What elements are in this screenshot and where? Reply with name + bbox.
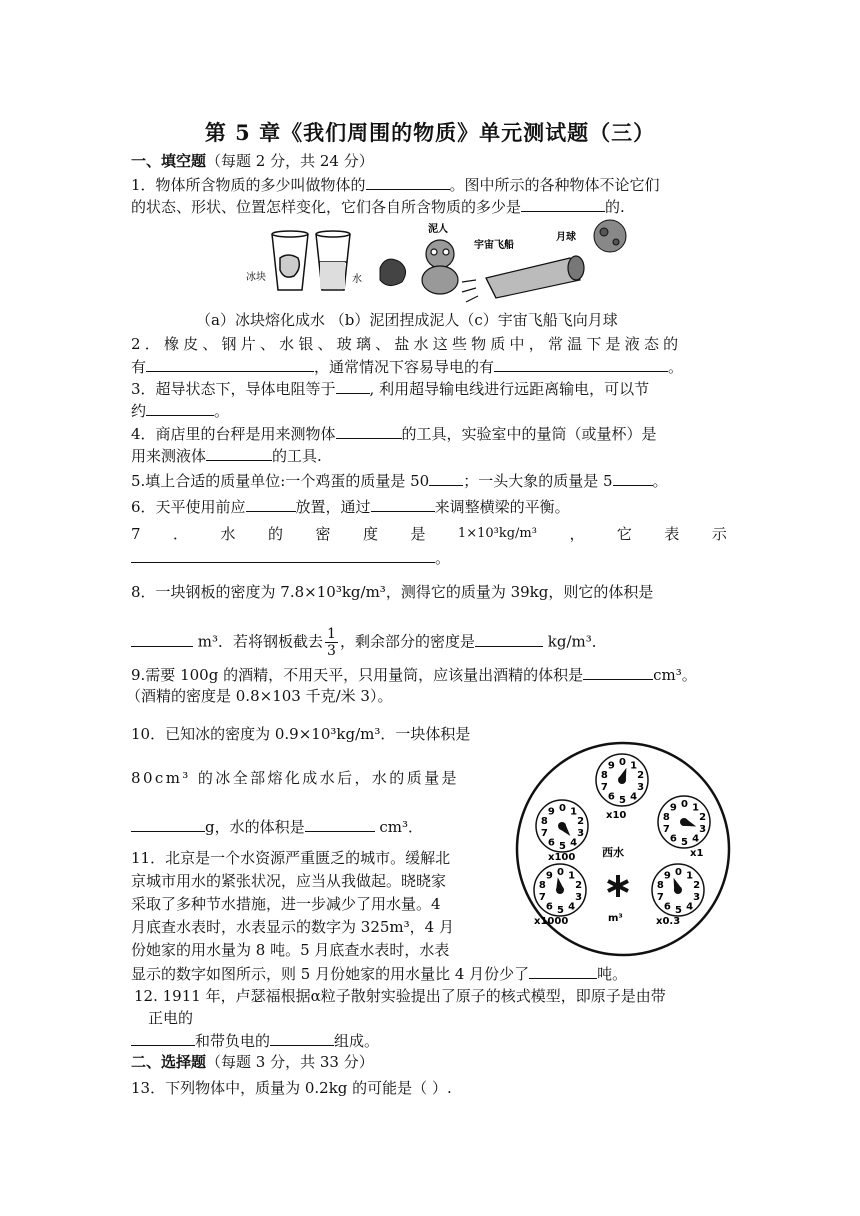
q11-line: 月底查水表时，水表显示的数字为 325m³，4 月 [131, 918, 454, 936]
q12-line1: 12. 1911 年，卢瑟福根据α粒子散射实验提出了原子的核式模型，即原子是由带 [134, 987, 666, 1005]
q2-blank2[interactable] [494, 356, 668, 372]
ice-glass-icon [272, 231, 308, 290]
dial-digit: 6 [545, 901, 553, 913]
q5-line [131, 470, 668, 491]
q5-text3: 。 [652, 472, 668, 490]
dial-digit: 5 [681, 837, 688, 848]
clay-man-label: 泥人 [428, 224, 448, 235]
dial-label-x100: x100 [548, 852, 576, 863]
q7-part: 是 [410, 525, 426, 543]
spaceship-label: 宇宙飞船 [474, 240, 514, 251]
q3-line2 [131, 400, 229, 421]
q6-blank1[interactable] [246, 496, 296, 512]
q7-part: 密 [315, 525, 331, 543]
dial-digit: 8 [538, 880, 546, 892]
q11-last-line [131, 963, 627, 984]
q8-blank2[interactable] [475, 631, 543, 647]
dial-digit: 4 [570, 837, 578, 849]
q8-frac-den: 3 [327, 643, 336, 659]
dial-digit: 1 [686, 870, 694, 882]
dial-label-x10: x10 [606, 810, 627, 821]
dial-digit: 7 [662, 823, 670, 835]
dial-hub [558, 822, 566, 830]
q4-line1 [131, 423, 657, 444]
q10-text: g，水的体积是 [205, 818, 305, 836]
dial-digit: 1 [630, 760, 638, 772]
dial-digit: 5 [559, 841, 566, 852]
q3-blank1[interactable] [336, 378, 370, 394]
dial-digit: 4 [692, 833, 700, 845]
dial-digit: 8 [540, 816, 548, 828]
dial-digit: 2 [577, 816, 585, 828]
q12-line2: 正电的 [148, 1009, 194, 1027]
q1-text-end: 。图中所示的各种物体不论它们 [449, 176, 660, 194]
dial-digit: 3 [693, 891, 701, 903]
dial-digit: 1 [692, 802, 700, 814]
q5-text2: ；一头大象的质量是 5 [463, 472, 613, 490]
q1-line2 [131, 196, 625, 217]
q1-blank1[interactable] [366, 174, 450, 190]
q11-line: 采取了多种节水措施，进一步减少了用水量。4 [131, 895, 441, 913]
dial-digit: 7 [538, 891, 546, 903]
q7-part: ， [569, 525, 585, 543]
q10-blank1[interactable] [131, 816, 205, 832]
q3-blank2[interactable] [146, 400, 214, 416]
meter-dial [534, 864, 586, 916]
q2-text2b: ，通常情况下容易导电的有 [314, 358, 495, 376]
dial-digit: 5 [557, 905, 564, 916]
dial-hub [680, 818, 688, 826]
q11-text: 显示的数字如图所示，则 5 月份她家的用水量比 4 月份少了 [131, 965, 530, 983]
q2-text2a: 有 [131, 358, 147, 376]
dial-digit: 0 [681, 799, 688, 810]
q11-line: 京城市用水的紧张状况，应当从我做起。晓晓家 [131, 872, 447, 890]
dial-digit: 9 [669, 802, 677, 814]
q7-part: 7 [131, 525, 141, 543]
q7-part: 示 [711, 525, 727, 543]
q7-line2 [131, 547, 450, 568]
dial-hub [556, 886, 564, 894]
dial-digit: 9 [663, 870, 671, 882]
dial-digit: 0 [559, 803, 566, 814]
q9-line2: （酒精的密度是 0.8×103 千克/米 3）。 [126, 687, 393, 705]
figure1-caption: （a）冰块熔化成水 （b）泥团捏成泥人（c）宇宙飞船飞向月球 [196, 311, 618, 329]
dial-digit: 0 [557, 867, 564, 878]
q1-blank2[interactable] [521, 196, 605, 212]
dial-digit: 7 [656, 891, 664, 903]
meter-center-label: 西水 [602, 846, 624, 859]
q12-blank2[interactable] [270, 1030, 334, 1046]
q10-text2: cm³． [379, 818, 424, 836]
clay-man-icon [422, 240, 458, 294]
q7-part: ． [173, 525, 189, 543]
dial-digit: 8 [662, 812, 670, 824]
q2-line1 [131, 334, 727, 354]
section2-header [131, 1052, 374, 1072]
q7-line1 [131, 524, 727, 544]
q10-line1: 10．已知冰的密度为 0.9×10³kg/m³．一块体积是 [131, 725, 471, 743]
q1-line1 [131, 174, 660, 195]
dial-digit: 6 [669, 833, 677, 845]
dial-digit: 6 [547, 837, 555, 849]
q8-line1: 8．一块钢板的密度为 7.8×10³kg/m³，测得它的质量为 39kg，则它的体积是 [131, 583, 654, 601]
q4-text3: 用来测液体 [131, 447, 207, 465]
section1-note: （每题 2 分，共 24 分） [206, 152, 374, 170]
dial-digit: 3 [577, 827, 585, 839]
moon-label: 月球 [556, 232, 576, 243]
q8-fraction [325, 626, 338, 659]
q4-text: 4．商店里的台秤是用来测物体 [131, 425, 336, 443]
q12-blank1[interactable] [131, 1030, 195, 1046]
q3-text: 3．超导状态下，导体电阻等于 [131, 380, 336, 398]
dial-digit: 5 [619, 795, 626, 806]
q8-blank1[interactable] [131, 631, 193, 647]
dial-label-x0.3: x0.3 [656, 916, 681, 927]
q10-line3 [131, 816, 423, 837]
q11-text2: 吨。 [597, 965, 628, 983]
meter-dial [596, 754, 648, 806]
meter-dial [536, 800, 588, 852]
dial-digit: 0 [619, 757, 626, 768]
q1-text2-end: 的. [605, 198, 625, 216]
q7-part: 它 [616, 525, 632, 543]
q2-blank1[interactable] [146, 356, 314, 372]
q4-text4: 的工具. [272, 447, 322, 465]
dial-label-x1000: x1000 [534, 916, 569, 927]
q11-line: 份她家的用水量为 8 吨。5 月底查水表时，水表 [131, 941, 450, 959]
dial-digit: 2 [693, 880, 701, 892]
dial-digit: 9 [607, 760, 615, 772]
q7-part: 1×10³kg/m³ [457, 526, 537, 541]
water-label: 水 [352, 274, 362, 285]
q7-part: 水 [220, 525, 236, 543]
q12-line3 [131, 1030, 379, 1051]
q12-text: 和带负电的 [195, 1032, 271, 1050]
q8-line2 [131, 626, 607, 659]
q6-text3: 来调整横梁的平衡。 [434, 498, 570, 516]
dial-digit: 7 [600, 781, 608, 793]
meter-dial [658, 796, 710, 848]
dial-digit: 7 [540, 827, 548, 839]
dial-hub [674, 886, 682, 894]
ice-label: 冰块 [246, 272, 266, 283]
dial-digit: 1 [570, 806, 578, 818]
q6-text2: 放置，通过 [295, 498, 371, 516]
q5-blank2[interactable] [613, 470, 653, 486]
q8-text3: kg/m³． [547, 632, 607, 651]
q1-text: 1．物体所含物质的多少叫做物体的 [131, 176, 366, 194]
q8-text: m³．若将钢板截去 [197, 632, 324, 651]
dial-digit: 6 [607, 791, 615, 803]
spaceship-icon [462, 256, 584, 302]
q7-part: 表 [664, 525, 680, 543]
q8-text2: ，剩余部分的密度是 [339, 632, 475, 651]
q4-line2 [131, 445, 322, 466]
dial-digit: 1 [568, 870, 576, 882]
q9-text: 9.需要 100g 的酒精，不用天平，只用量筒，应该量出酒精的体积是 [131, 666, 584, 684]
q4-blank2[interactable] [206, 445, 272, 461]
water-glass-icon [316, 231, 350, 290]
dial-digit: 3 [637, 781, 645, 793]
dial-digit: 2 [575, 880, 583, 892]
q3-text2: , 利用超导输电线进行远距离输电，可以节 [369, 380, 650, 398]
section2-heading: 二、选择题 [131, 1053, 207, 1071]
section1-heading: 一、填空题 [131, 152, 207, 170]
dial-digit: 3 [575, 891, 583, 903]
q1-text2: 的状态、形状、位置怎样变化，它们各自所含物质的多少是 [131, 198, 522, 216]
dial-label-x1: x1 [690, 848, 704, 859]
q6-text: 6．天平使用前应 [131, 498, 246, 516]
q4-blank1[interactable] [336, 423, 402, 439]
q2-text2c: 。 [668, 358, 684, 376]
dial-digit: 8 [656, 880, 664, 892]
q4-text2: 的工具，实验室中的量筒（或量杯）是 [401, 425, 657, 443]
figure1-illustration [240, 218, 640, 304]
dial-digit: 2 [699, 812, 707, 824]
clay-lump-icon [380, 259, 406, 285]
water-meter-figure [514, 740, 732, 958]
moon-icon [594, 220, 626, 252]
q6-line [131, 496, 570, 517]
meter-unit: m³ [608, 913, 623, 924]
dial-digit: 6 [663, 901, 671, 913]
q11-line: 11．北京是一个水资源严重匮乏的城市。缓解北 [131, 849, 451, 867]
q5-blank1[interactable] [429, 470, 463, 486]
q9-line1 [131, 664, 697, 685]
q10-line2: 80cm³ 的冰全部熔化成水后，水的质量是 [131, 769, 459, 787]
meter-dial [652, 864, 704, 916]
q12-text2: 组成。 [334, 1032, 380, 1050]
page-title: 第 5 章《我们周围的物质》单元测试题（三） [204, 120, 656, 145]
q8-frac-num: 1 [327, 626, 336, 642]
q2-line2 [131, 356, 683, 377]
dial-digit: 4 [630, 791, 638, 803]
q5-text: 5.填上合适的质量单位:一个鸡蛋的质量是 50 [131, 472, 430, 490]
section1-header [131, 151, 374, 171]
q7-end: 。 [435, 549, 451, 567]
q7-part: 度 [362, 525, 378, 543]
dial-digit: 2 [637, 770, 645, 782]
dial-digit: 4 [568, 901, 576, 913]
q6-blank2[interactable] [371, 496, 435, 512]
dial-digit: 3 [699, 823, 707, 835]
dial-digit: 4 [686, 901, 694, 913]
q3-line1 [131, 378, 649, 399]
dial-digit: 9 [547, 806, 555, 818]
q2-text: 2．橡皮、钢片、水银、玻璃、盐水这些物质中，常温下是液态的 [131, 335, 683, 353]
section2-note: （每题 3 分，共 33 分） [206, 1053, 374, 1071]
q11-blank[interactable] [529, 963, 597, 979]
q3-text4: 。 [214, 402, 230, 420]
q9-text2: cm³。 [653, 666, 697, 684]
dial-digit: 0 [675, 867, 682, 878]
dial-hub [618, 776, 626, 784]
q7-blank[interactable] [131, 547, 435, 563]
q13-line: 13．下列物体中，质量为 0.2kg 的可能是（ ）. [131, 1079, 452, 1097]
dial-digit: 8 [600, 770, 608, 782]
q9-blank[interactable] [583, 664, 653, 680]
q10-blank2[interactable] [305, 816, 375, 832]
dial-digit: 5 [675, 905, 682, 916]
q7-part: 的 [267, 525, 283, 543]
dial-digit: 9 [545, 870, 553, 882]
q3-text3: 约 [131, 402, 147, 420]
